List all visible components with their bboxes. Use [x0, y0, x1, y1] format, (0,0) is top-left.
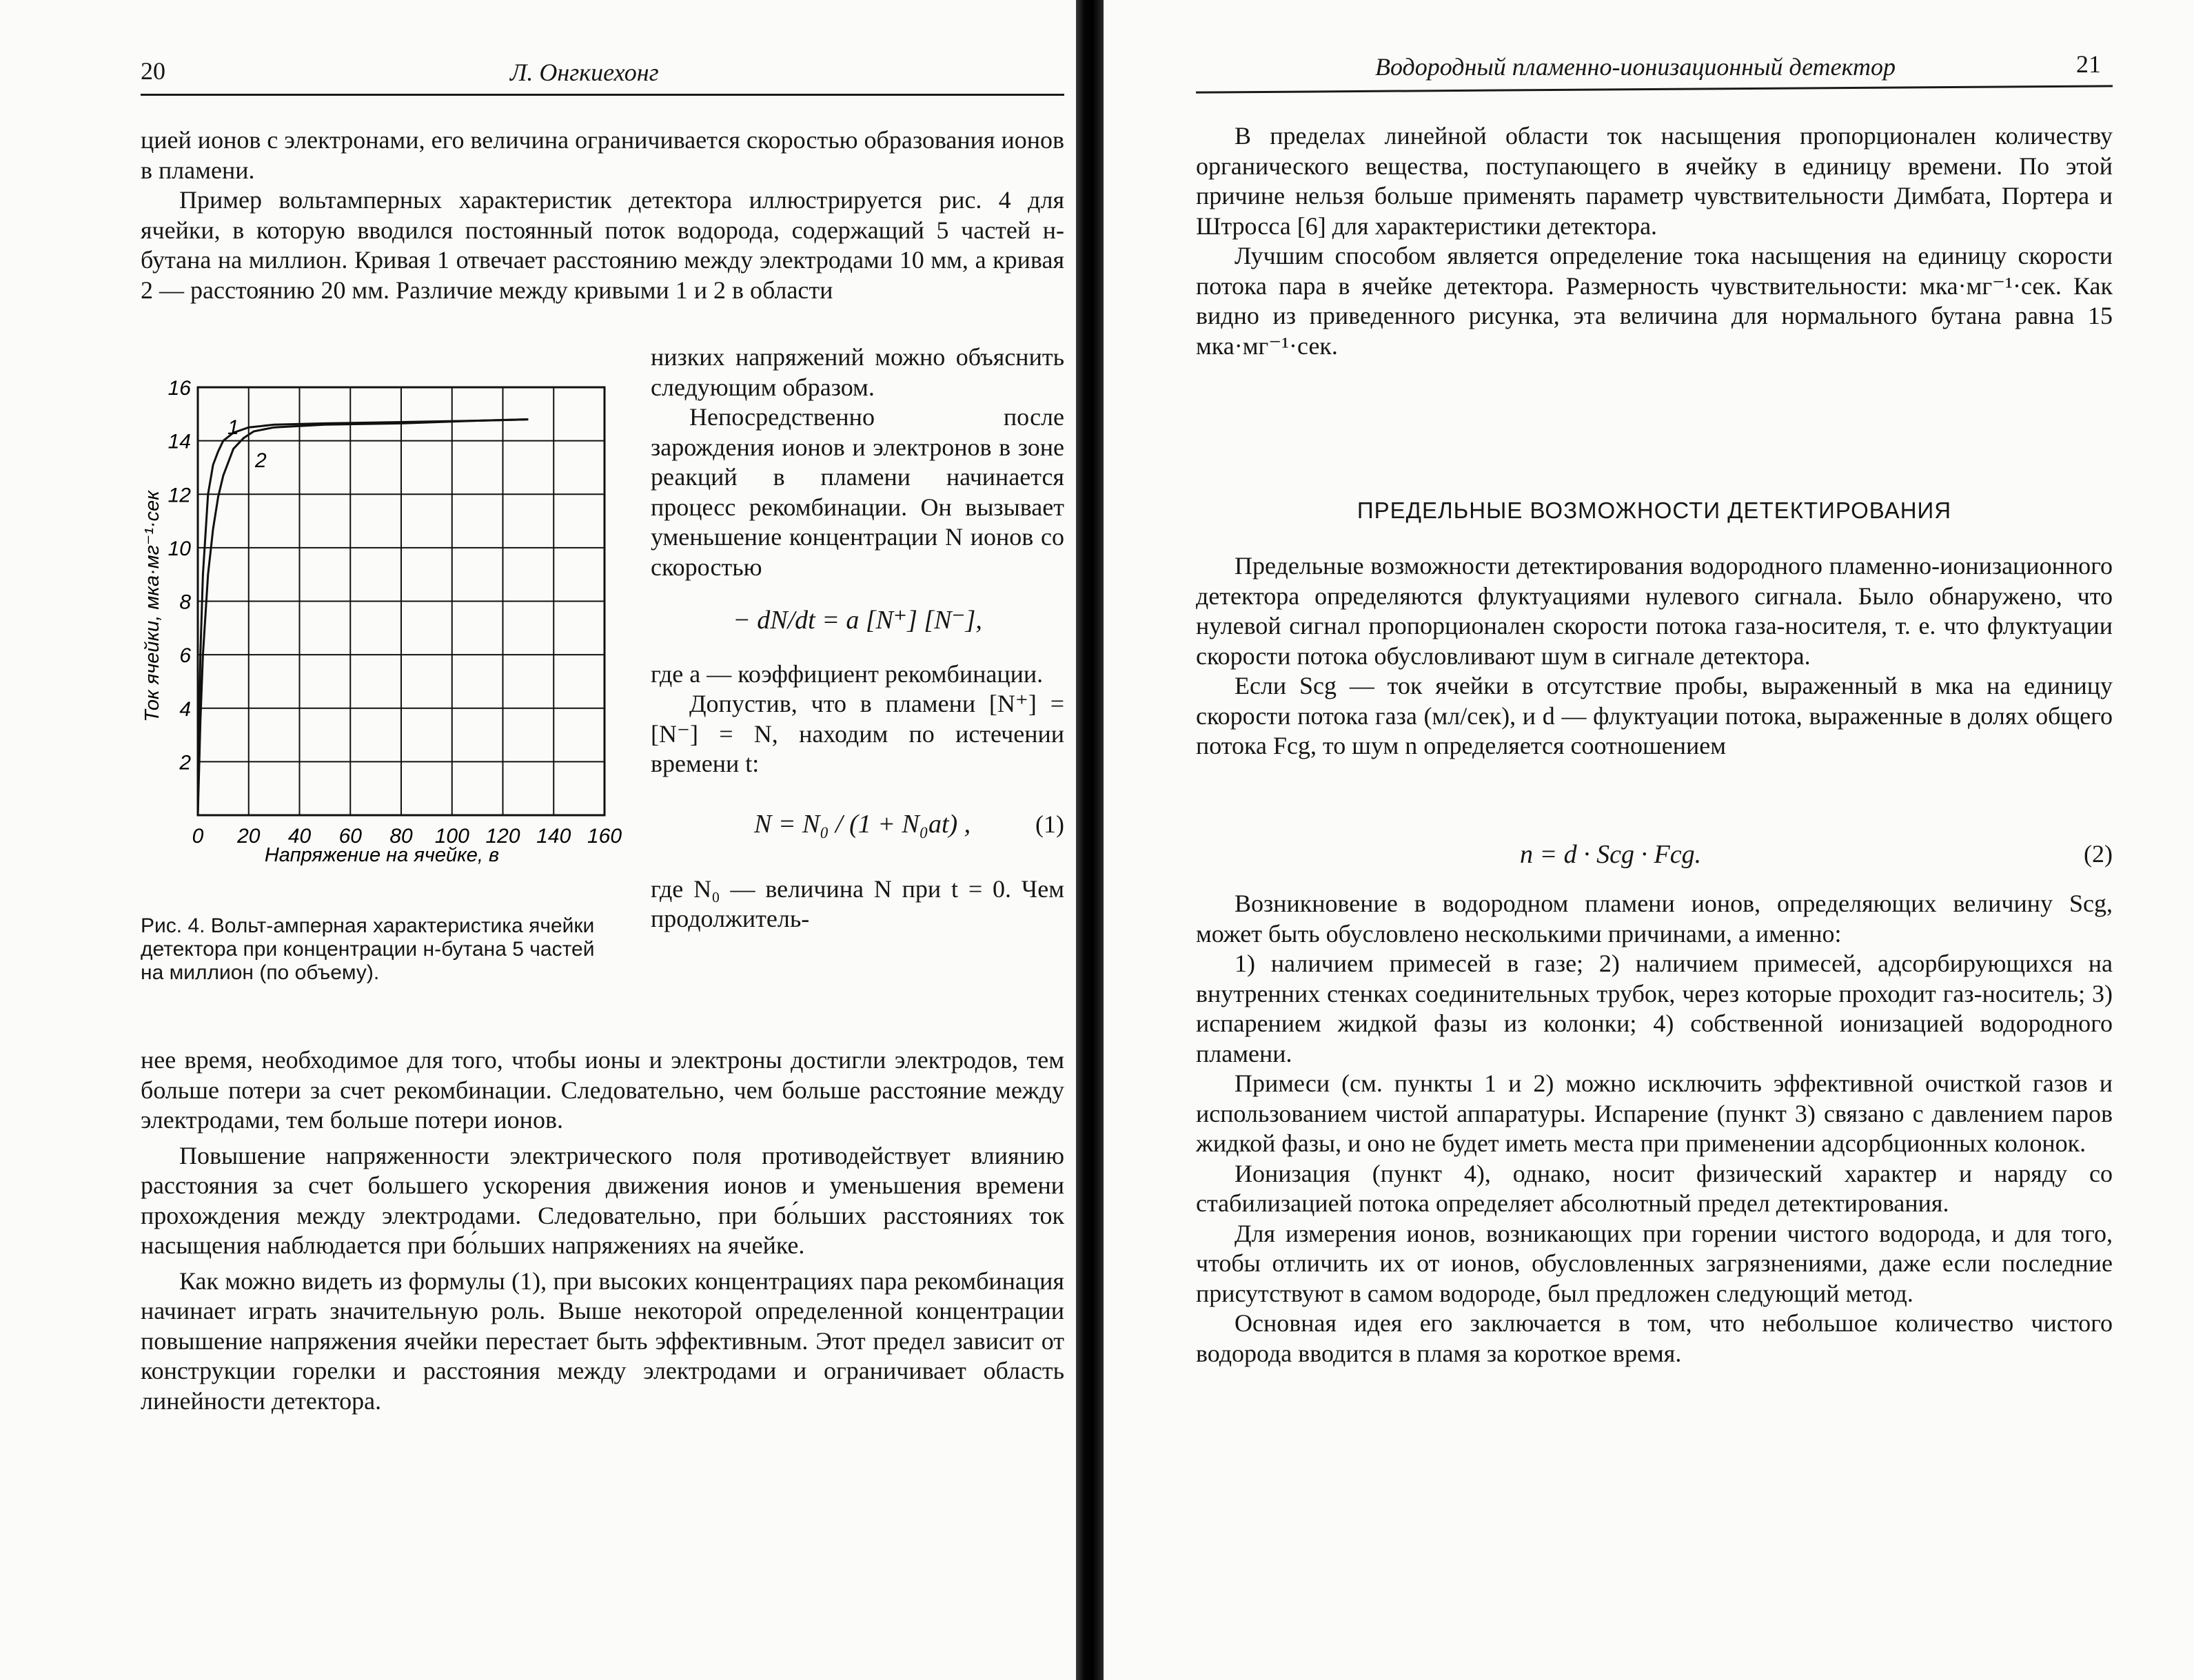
right-paragraph-6: 1) наличием примесей в газе; 2) наличием примесей, адсорбирующихся на внутренних стенках соединительных трубок, через которые проходит газ-носитель; 3) испарением жидкой фазы из колонки; 4) собственной ионизацией водородного пламени. — [1196, 950, 2113, 1067]
side-text-2: Непосредственно после зарождения ионов и электронов в зоне реакций в пламени начинается процесс рекомбинации. Он вызывает уменьшение концентрации N ионов со скоростью — [651, 403, 1064, 581]
x-tick-label: 100 — [434, 825, 469, 848]
chart-lines — [198, 420, 528, 815]
left-bottom-text — [141, 1045, 1064, 1416]
y-tick-label: 16 — [167, 377, 191, 400]
left-header-rule — [141, 94, 1064, 96]
y-tick-label: 12 — [167, 484, 191, 507]
left-top-text — [141, 125, 1064, 305]
side-text-3: где a — коэффициент рекомбинации. — [651, 659, 1044, 688]
x-tick-label: 60 — [338, 825, 362, 848]
x-tick-label: 120 — [485, 825, 520, 848]
side-text-5: где N₀ — величина N при t = 0. Чем продолжитель- — [651, 874, 1064, 932]
right-paragraph-8: Ионизация (пункт 4), однако, носит физический характер и наряду со стабилизацией потока определяет абсолютный предел детектирования. — [1196, 1159, 2113, 1217]
left-paragraph-5: Как можно видеть из формулы (1), при высоких концентрациях пара рекомбинация начинает играть значительную роль. Выше некоторой определенной концентрации повышение напряжения ячейки перестает быть эффективным. Этот предел зависит от конструкции горелки и расстояния между электродами и ограничивает область линейности детектора. — [141, 1267, 1064, 1415]
right-top-text — [1196, 121, 2113, 361]
formula-2: n = d · Scg · Fcg. — [1520, 840, 1702, 869]
x-tick-label: 160 — [587, 825, 622, 848]
right-paragraph-2: Лучшим способом является определение тока насыщения на единицу скорости потока пара в ячейке детектора. Размерность чувствительности: мка·мг⁻¹·сек. Как видно из приведенного рисунка, эта величина для нормального бутана равна 15 мка·мг⁻¹·сек. — [1196, 242, 2113, 360]
curve-label-2: 2 — [255, 449, 267, 472]
x-tick-label: 20 — [237, 825, 261, 848]
left-running-head: Л. Онгкиехонг — [510, 59, 659, 86]
x-axis-label: Напряжение на ячейке, в — [264, 844, 500, 866]
x-tick-label: 40 — [287, 825, 312, 848]
series-line-2 — [198, 420, 528, 815]
left-paragraph-1: цией ионов с электронами, его величина ограничивается скоростью образования ионов в пламени. — [141, 126, 1064, 184]
right-running-head: Водородный пламенно-ионизационный детектор — [1375, 53, 1896, 81]
curve-label-1: 1 — [227, 416, 239, 439]
figure-4-caption: Рис. 4. Вольт-амперная характеристика ячейки детектора при концентрации н-бутана 5 частей на миллион (по объему). — [141, 914, 595, 984]
series-line-1 — [198, 420, 528, 815]
y-tick-label: 6 — [179, 644, 191, 668]
left-paragraph-2: Пример вольтамперных характеристик детектора иллюстрируется рис. 4 для ячейки, в которую вводился постоянный поток водорода, содержащий 5 частей н-бутана на миллион. Кривая 1 отвечает расстоянию между электродами 10 мм, а кривая 2 — расстоянию 20 мм. Различие между кривыми 1 и 2 в области — [141, 186, 1064, 304]
formula-1: N = N₀ / (1 + N₀at) , — [754, 809, 971, 839]
right-paragraph-7: Примеси (см. пункты 1 и 2) можно исключить эффективной очисткой газов и использованием чистой аппаратуры. Испарение (пункт 3) связано с давлением паров жидкой фазы, и оно не будет иметь места при применении адсорбционных колонок. — [1196, 1069, 2113, 1157]
left-page-number: 20 — [141, 57, 165, 85]
y-tick-label: 10 — [167, 537, 191, 560]
left-paragraph-4: Повышение напряженности электрического поля противодействует влиянию расстояния за счет большего ускорения движения ионов и уменьшения времени прохождения между электродами. Следовательно, при бо́льших расстояниях ток насыщения наблюдается при бо́льших напряжениях на ячейке. — [141, 1141, 1064, 1259]
section-heading: ПРЕДЕЛЬНЫЕ ВОЗМОЖНОСТИ ДЕТЕКТИРОВАНИЯ — [1357, 498, 1952, 523]
formula-2-number: (2) — [2084, 840, 2113, 868]
right-page-number: 21 — [2076, 50, 2101, 78]
y-tick-label: 4 — [179, 697, 191, 721]
right-header-rule — [1196, 85, 2113, 93]
right-paragraph-9: Для измерения ионов, возникающих при горении чистого водорода, и для того, чтобы отличить их от ионов, обусловленных загрязнениями, даже если последние присутствуют в самом водороде, был предложен следующий метод. — [1196, 1219, 2113, 1307]
book-gutter — [1076, 0, 1104, 1680]
right-paragraph-1: В пределах линейной области ток насыщения пропорционален количеству органического вещества, поступающего в ячейку в единицу времени. По этой причине нельзя больше применять параметр чувствительности Димбата, Портера и Штросса [6] для характеристики детектора. — [1196, 122, 2113, 240]
y-tick-label: 2 — [179, 751, 191, 775]
y-axis-label: Ток ячейки, мка·мг⁻¹·сек — [141, 491, 163, 722]
formula-1-row — [651, 793, 1064, 862]
right-paragraph-3: Предельные возможности детектирования водородного пламенно-ионизационного детектора определяются флуктуациями нулевого сигнала. Было обнаружено, что нулевой сигнал пропорционален скорости потока газа-носителя, т. е. что флуктуации скорости потока обусловливают шум в сигнале детектора. — [1196, 552, 2113, 670]
side-text-1: низких напряжений можно объяснить следующим образом. — [651, 343, 1064, 401]
right-middle-text — [1196, 551, 2113, 761]
y-tick-label: 14 — [167, 430, 191, 453]
left-side-column — [651, 342, 1064, 934]
y-tick-label: 8 — [179, 591, 191, 614]
right-bottom-text — [1196, 889, 2113, 1369]
right-paragraph-5: Возникновение в водородном пламени ионов, определяющих величину Scg, может быть обусловлено несколькими причинами, а именно: — [1196, 890, 2113, 947]
x-tick-label: 140 — [536, 825, 571, 848]
x-tick-label: 0 — [192, 825, 204, 848]
x-tick-label: 80 — [389, 825, 413, 848]
side-text-4: Допустив, что в пламени [N⁺] = [N⁻] = N, находим по истечении времени t: — [651, 690, 1064, 777]
recombination-formula: − dN/dt = a [N⁺] [N⁻], — [733, 606, 982, 635]
figure-4-chart — [124, 365, 638, 875]
formula-1-number: (1) — [1035, 810, 1064, 838]
left-paragraph-3: нее время, необходимое для того, чтобы ионы и электроны достигли электродов, тем больше потери за счет рекомбинации. Следовательно, чем больше расстояние между электродами, тем больше потери ионов. — [141, 1046, 1064, 1134]
right-paragraph-4: Если Scg — ток ячейки в отсутствие пробы, выраженный в мка на единицу скорости потока газа (мл/сек), и d — флуктуации потока, выраженные в долях общего потока Fcg, то шум n определяется соотношением — [1196, 672, 2113, 759]
right-paragraph-10: Основная идея его заключается в том, что небольшое количество чистого водорода вводится в пламя за короткое время. — [1196, 1309, 2113, 1367]
formula-2-row — [1196, 835, 2113, 877]
